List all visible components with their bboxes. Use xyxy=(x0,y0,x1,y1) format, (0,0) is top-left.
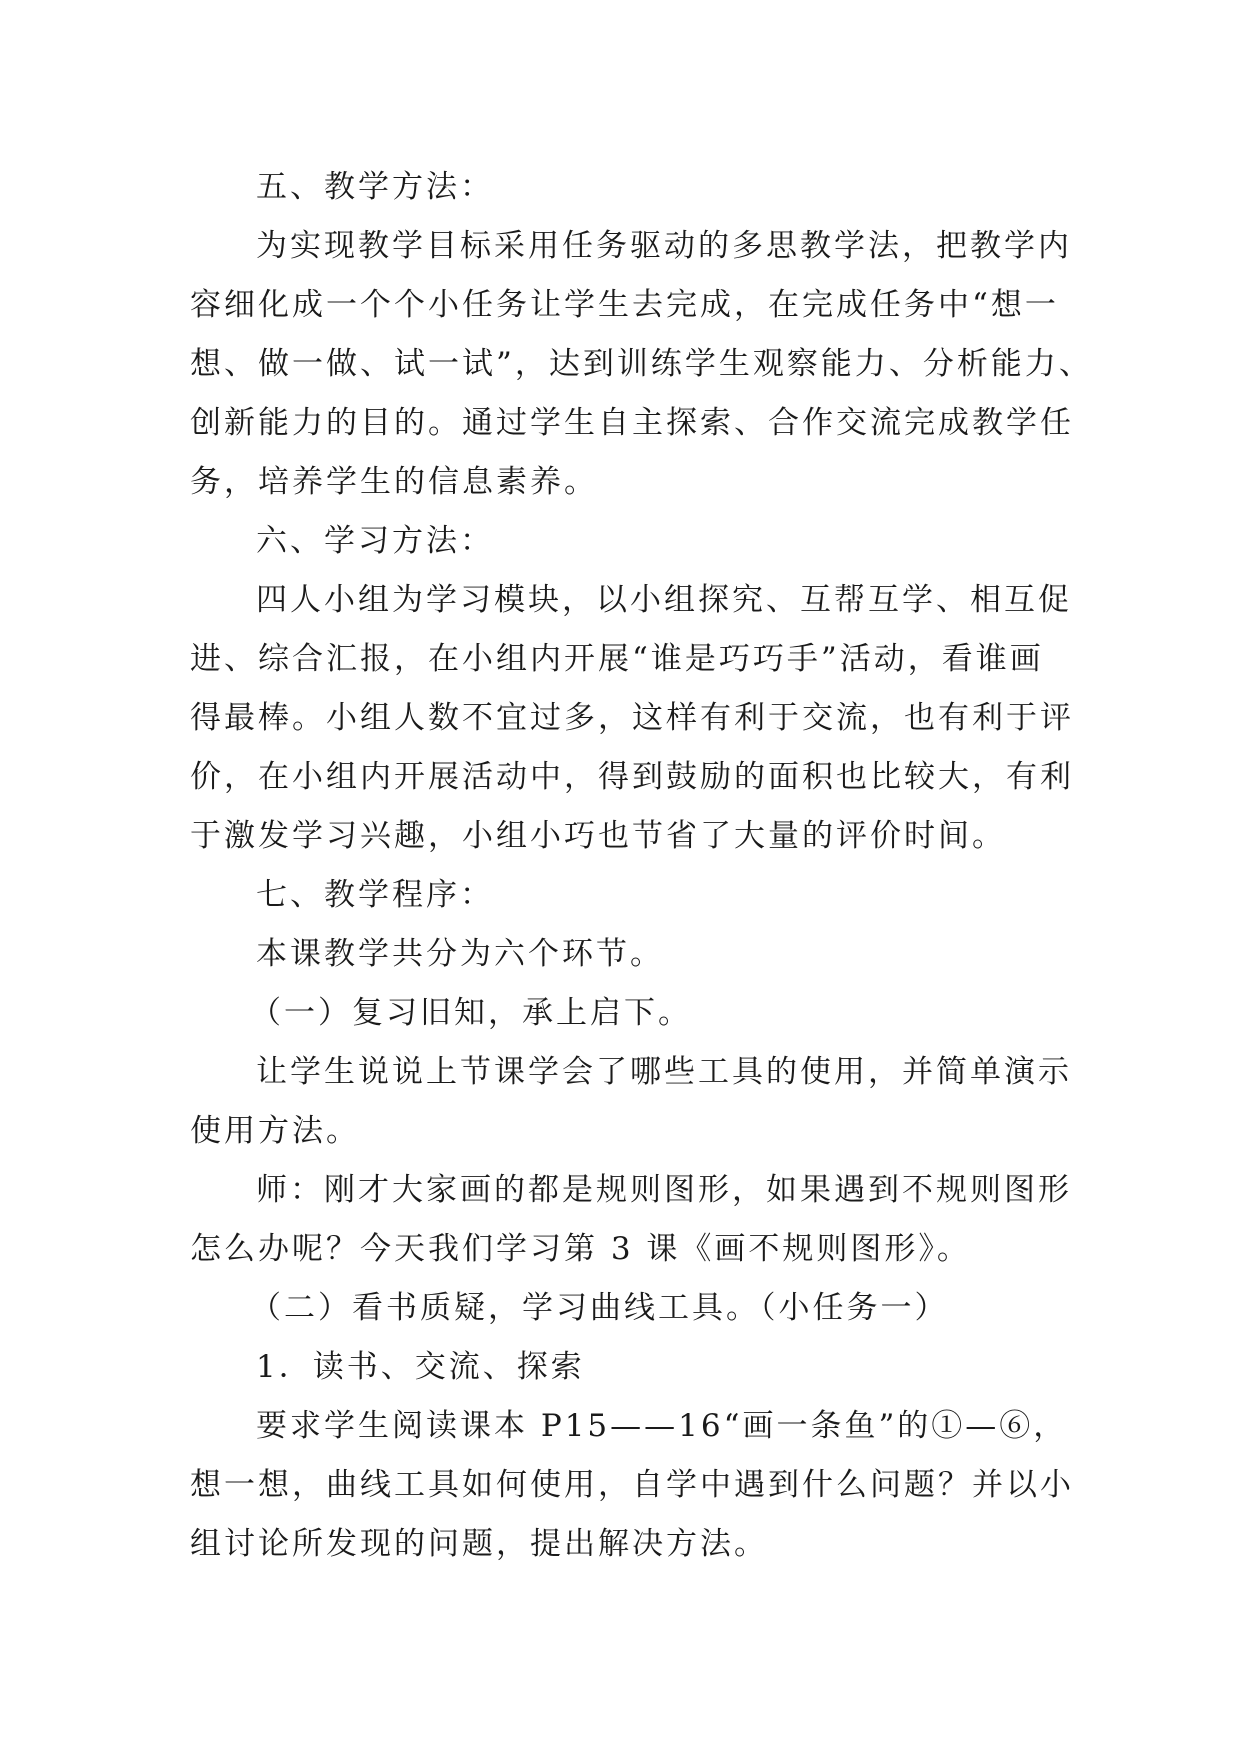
paragraph-line: 想一想，曲线工具如何使用，自学中遇到什么问题？并以小 xyxy=(190,1467,1074,1503)
heading-learning-methods: 六、学习方法： xyxy=(256,523,494,559)
paragraph-line: 得最棒。小组人数不宜过多，这样有利于交流，也有利于评 xyxy=(190,700,1074,736)
paragraph-line: 于激发学习兴趣，小组小巧也节省了大量的评价时间。 xyxy=(190,818,1006,854)
paragraph-line: 想、做一做、试一试”，达到训练学生观察能力、分析能力、 xyxy=(190,346,1093,382)
paragraph-line: 使用方法。 xyxy=(190,1113,360,1149)
paragraph-line: 创新能力的目的。通过学生自主探索、合作交流完成教学任 xyxy=(190,405,1074,441)
paragraph-line: 要求学生阅读课本 P15——16“画一条鱼”的①—⑥， xyxy=(256,1408,1068,1444)
paragraph-line: 怎么办呢？今天我们学习第 3 课《画不规则图形》。 xyxy=(190,1231,971,1267)
document-body xyxy=(190,158,1093,1574)
numbered-item: 1．读书、交流、探索 xyxy=(256,1349,585,1385)
paragraph-line: 价，在小组内开展活动中，得到鼓励的面积也比较大，有利 xyxy=(190,759,1074,795)
paragraph-line: 组讨论所发现的问题，提出解决方法。 xyxy=(190,1526,768,1562)
heading-teaching-procedure: 七、教学程序： xyxy=(256,877,494,913)
subheading-curve-tool: （二）看书质疑，学习曲线工具。（小任务一） xyxy=(250,1290,949,1326)
paragraph-line: 务，培养学生的信息素养。 xyxy=(190,464,598,500)
paragraph-line: 容细化成一个个小任务让学生去完成，在完成任务中“想一 xyxy=(190,287,1059,323)
paragraph-line: 四人小组为学习模块，以小组探究、互帮互学、相互促 xyxy=(256,582,1072,618)
subheading-review: （一）复习旧知，承上启下。 xyxy=(250,995,692,1031)
paragraph-line: 师：刚才大家画的都是规则图形，如果遇到不规则图形 xyxy=(256,1172,1072,1208)
paragraph-line: 进、综合汇报，在小组内开展“谁是巧巧手”活动，看谁画 xyxy=(190,641,1044,677)
heading-teaching-methods: 五、教学方法： xyxy=(256,169,494,205)
paragraph-line: 为实现教学目标采用任务驱动的多思教学法，把教学内 xyxy=(256,228,1072,264)
paragraph-line: 让学生说说上节课学会了哪些工具的使用，并简单演示 xyxy=(256,1054,1072,1090)
paragraph-line: 本课教学共分为六个环节。 xyxy=(256,936,664,972)
